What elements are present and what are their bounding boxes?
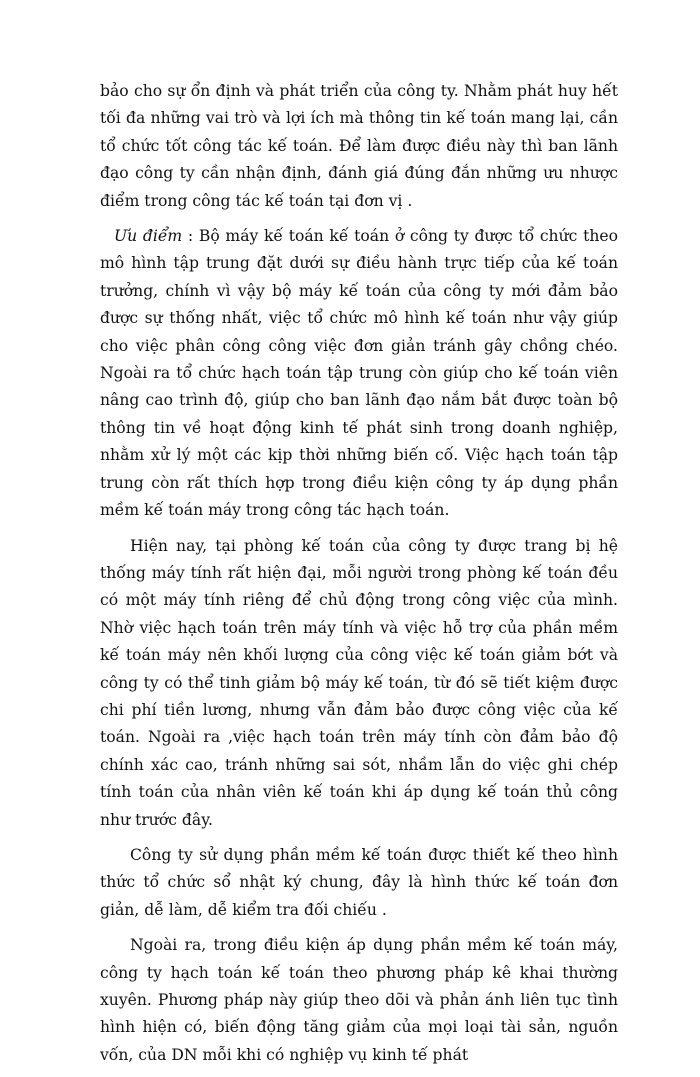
body-text [100,78,618,1077]
paragraph-4: Công ty sử dụng phần mềm kế toán được thiết kế theo hình thức tổ chức sổ nhật ký chung, đây là hình thức kế toán đơn giản, dễ làm, dễ kiểm tra đối chiếu . [100,845,618,919]
paragraph-2 [100,223,618,524]
paragraph-2-text: : Bộ máy kế toán kế toán ở công ty được tổ chức theo mô hình tập trung đặt dưới sự điều hành trực tiếp của kế toán trưởng, chính vì vậy bộ máy kế toán của công ty mới đảm bảo được sự thống nhất, việc tổ chức mô hình kế toán như vậy giúp cho việc phân công công việc đơn giản tránh gây chồng chéo. Ngoài ra tổ chức hạch toán tập trung còn giúp cho kế toán viên nâng cao trình độ, giúp cho ban lãnh đạo nắm bắt được toàn bộ thông tin về hoạt động kinh tế phát sinh trong doanh nghiệp, nhằm xử lý một các kịp thời những biến cố. Việc hạch toán tập trung còn rất thích hợp trong điều kiện công ty áp dụng phần mềm kế toán máy trong công tác hạch toán. [100,227,618,520]
paragraph-1: bảo cho sự ổn định và phát triển của công ty. Nhằm phát huy hết tối đa những vai trò và lợi ích mà thông tin kế toán mang lại, cần tổ chức tốt công tác kế toán. Để làm được điều này thì ban lãnh đạo công ty cần nhận định, đánh giá đúng đắn những ưu nhược điểm trong công tác kế toán tại đơn vị . [100,82,618,210]
paragraph-5: Ngoài ra, trong điều kiện áp dụng phần mềm kế toán máy, công ty hạch toán kế toán theo phương pháp kê khai thường xuyên. Phương pháp này giúp theo dõi và phản ánh liên tục tình hình hiện có, biến động tăng giảm của mọi loại tài sản, nguồn vốn, của DN mỗi khi có nghiệp vụ kinh tế phát [100,936,618,1064]
advantages-label: Ưu điểm [114,227,183,246]
paragraph-3: Hiện nay, tại phòng kế toán của công ty được trang bị hệ thống máy tính rất hiện đại, mỗi người trong phòng kế toán đều có một máy tính riêng để chủ động trong công việc của mình. Nhờ việc hạch toán trên máy tính và việc hỗ trợ của phần mềm kế toán máy nên khối lượng của công việc kế toán giảm bớt và công ty có thể tinh giảm bộ máy kế toán, từ đó sẽ tiết kiệm được chi phí tiền lương, nhưng vẫn đảm bảo được công việc của kế toán. Ngoài ra ,việc hạch toán trên máy tính còn đảm bảo độ chính xác cao, tránh những sai sót, nhầm lẫn do việc ghi chép tính toán của nhân viên kế toán khi áp dụng kế toán thủ công như trước đây. [100,536,618,829]
